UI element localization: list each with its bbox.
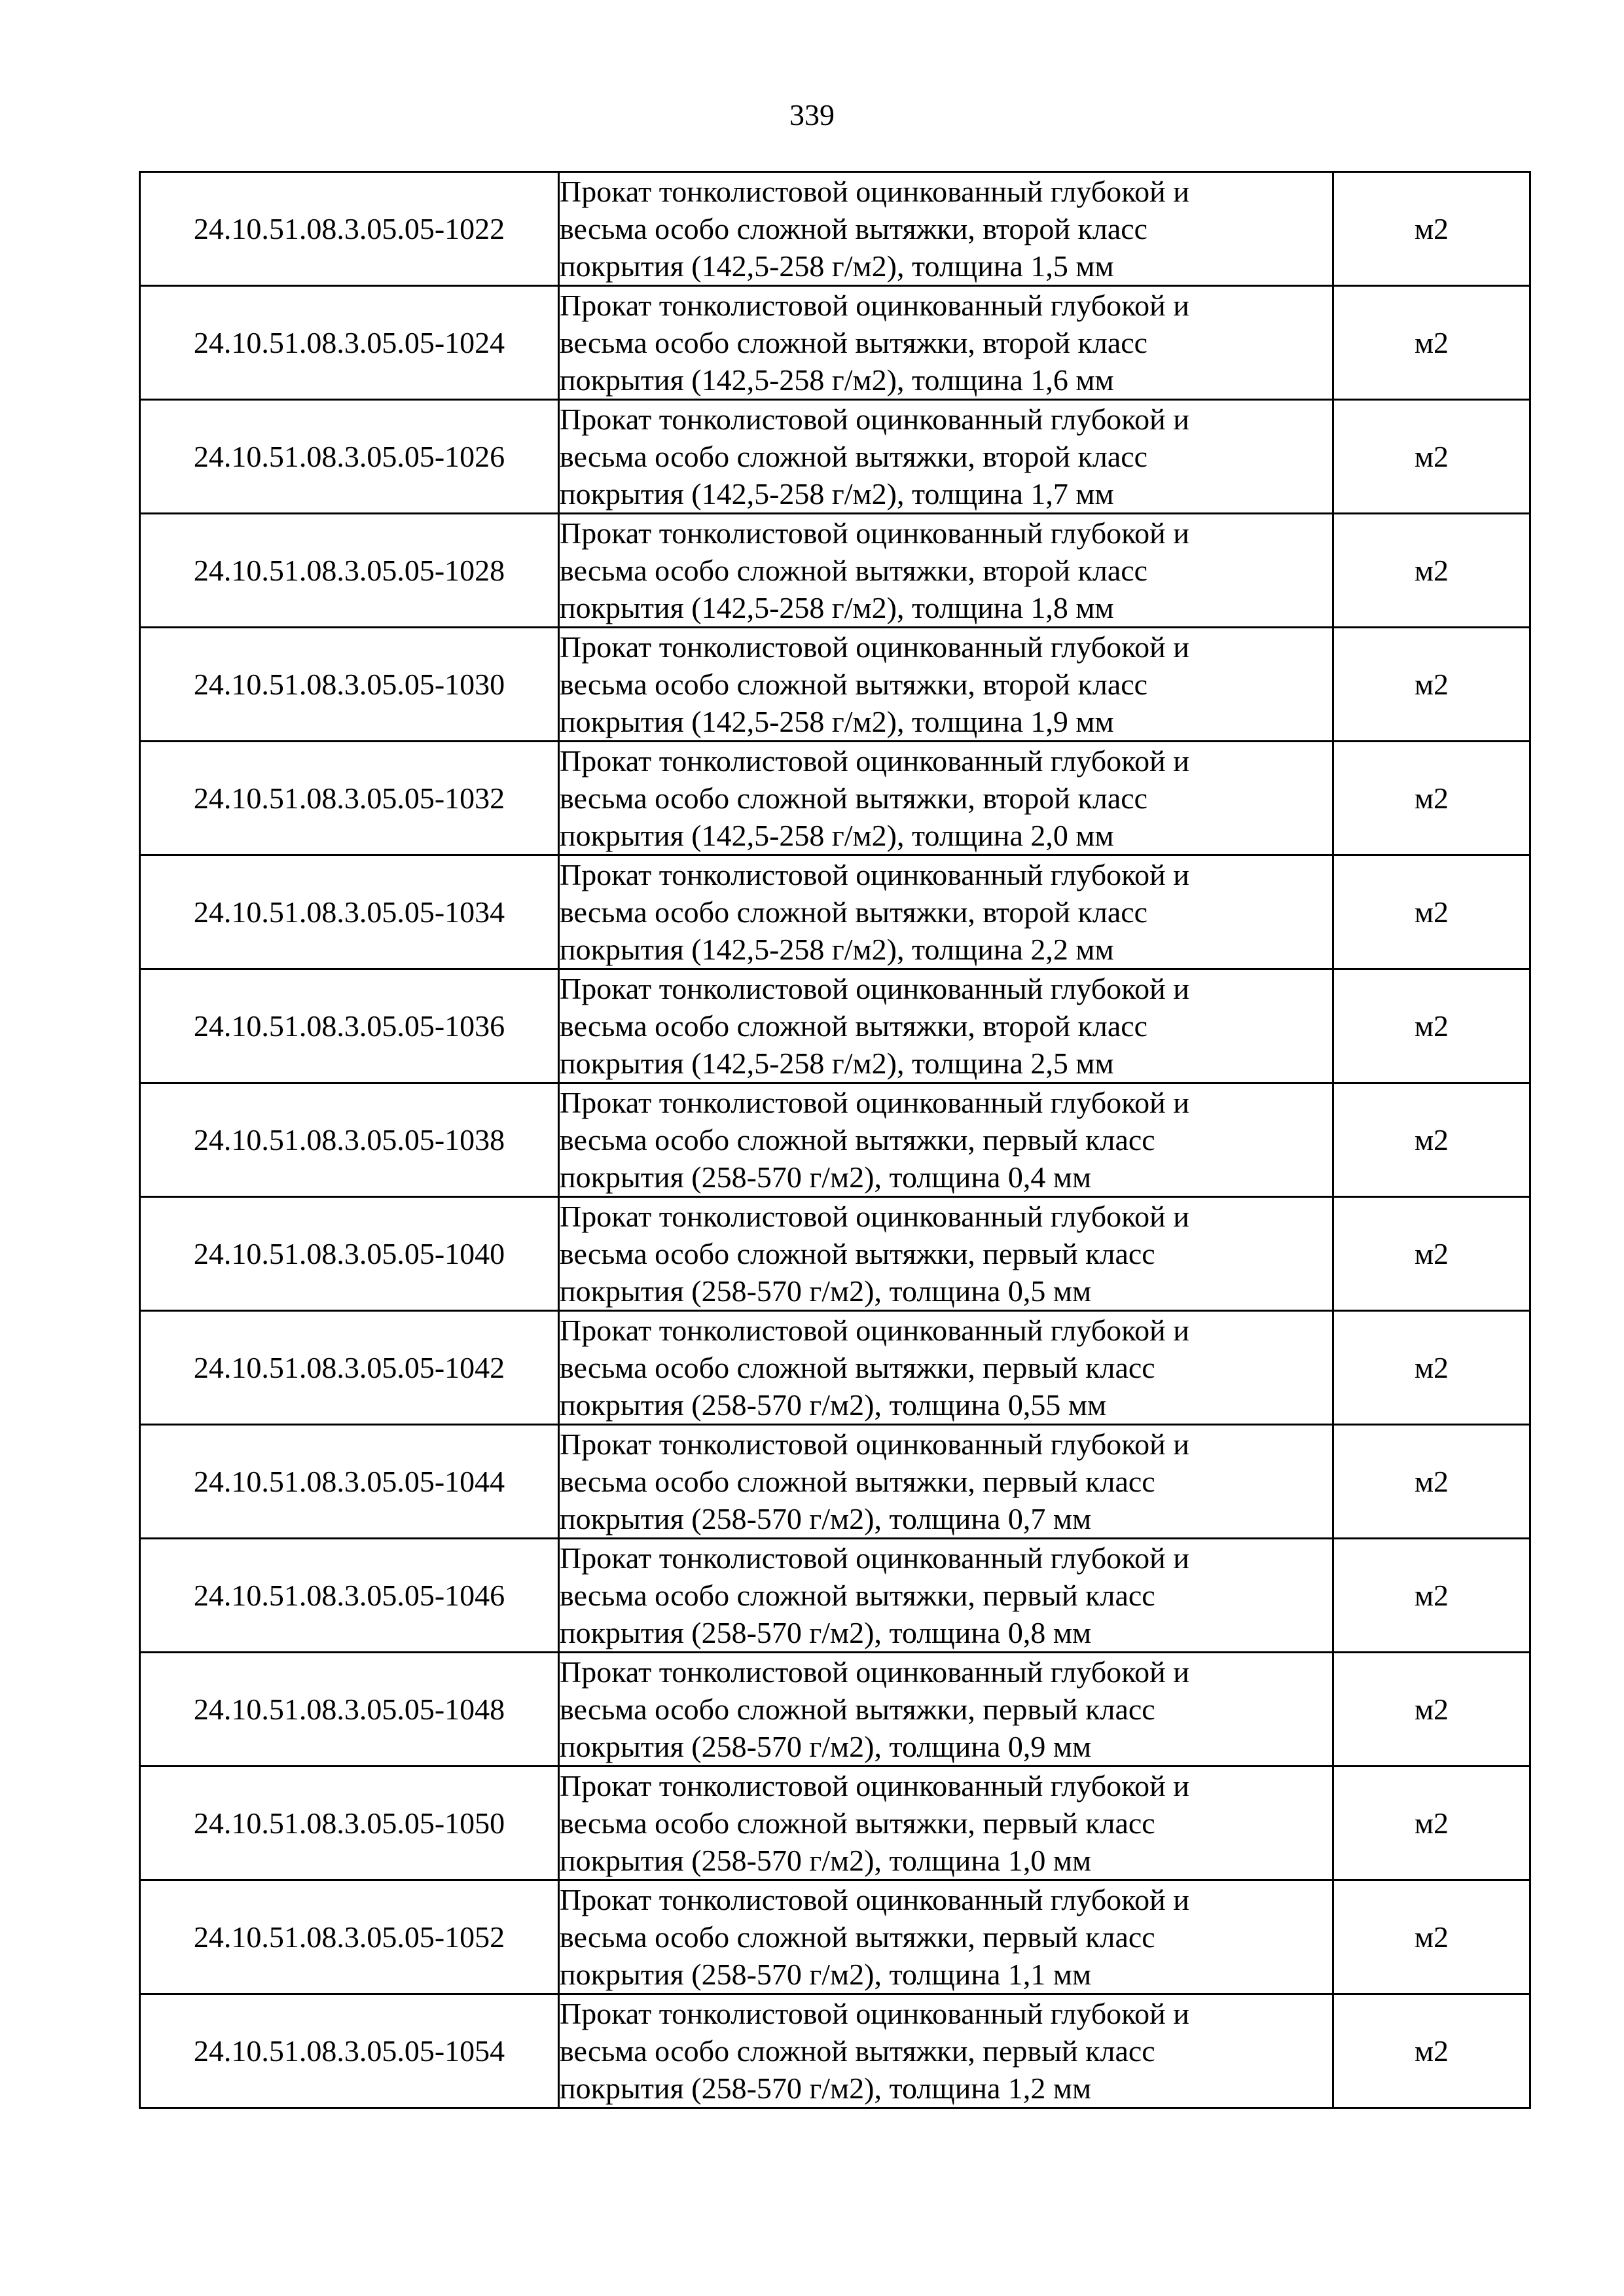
description-line: покрытия (258-570 г/м2), толщина 1,1 мм [560,1958,1092,1991]
description-line: покрытия (258-570 г/м2), толщина 0,8 мм [560,1616,1092,1649]
table-row [140,1425,1530,1539]
unit-of-measure: м2 [1333,1311,1530,1425]
description-line: покрытия (142,5-258 г/м2), толщина 2,0 мм [560,819,1114,852]
description-line: весьма особо сложной вытяжки, второй класс [560,1009,1148,1043]
materials-table-body [140,172,1530,2108]
description-line: Прокат тонколистовой оцинкованный глубокой и [560,516,1189,550]
material-code: 24.10.51.08.3.05.05-1054 [140,1994,559,2108]
description-line: Прокат тонколистовой оцинкованный глубокой и [560,1655,1189,1689]
description-line: Прокат тонколистовой оцинкованный глубокой и [560,1200,1189,1233]
unit-of-measure: м2 [1333,1083,1530,1197]
description-line: весьма особо сложной вытяжки, первый класс [560,1465,1155,1498]
description-line: Прокат тонколистовой оцинкованный глубокой и [560,1086,1189,1119]
unit-of-measure: м2 [1333,628,1530,742]
description-line: Прокат тонколистовой оцинкованный глубокой и [560,972,1189,1005]
description-line: Прокат тонколистовой оцинкованный глубокой и [560,1314,1189,1347]
description-line: Прокат тонколистовой оцинкованный глубокой и [560,289,1189,322]
material-description [559,1767,1333,1880]
table-row [140,172,1530,286]
table-row [140,1994,1530,2108]
description-line: покрытия (142,5-258 г/м2), толщина 1,5 мм [560,249,1114,283]
description-line: весьма особо сложной вытяжки, первый класс [560,1237,1155,1270]
description-line: Прокат тонколистовой оцинкованный глубокой и [560,858,1189,891]
material-code: 24.10.51.08.3.05.05-1032 [140,742,559,855]
description-line: весьма особо сложной вытяжки, первый класс [560,1351,1155,1384]
material-description [559,1994,1333,2108]
description-line: весьма особо сложной вытяжки, второй класс [560,440,1148,473]
description-line: Прокат тонколистовой оцинкованный глубокой и [560,1883,1189,1916]
description-line: покрытия (258-570 г/м2), толщина 0,7 мм [560,1502,1092,1535]
page-number: 339 [789,98,835,132]
unit-of-measure: м2 [1333,1653,1530,1767]
material-code: 24.10.51.08.3.05.05-1040 [140,1197,559,1311]
material-description [559,1311,1333,1425]
description-line: весьма особо сложной вытяжки, первый класс [560,1920,1155,1954]
material-description [559,1539,1333,1653]
material-code: 24.10.51.08.3.05.05-1050 [140,1767,559,1880]
material-code: 24.10.51.08.3.05.05-1036 [140,969,559,1083]
material-description [559,1425,1333,1539]
material-code: 24.10.51.08.3.05.05-1024 [140,286,559,400]
material-code: 24.10.51.08.3.05.05-1046 [140,1539,559,1653]
unit-of-measure: м2 [1333,514,1530,628]
description-line: покрытия (258-570 г/м2), толщина 0,9 мм [560,1730,1092,1763]
material-code: 24.10.51.08.3.05.05-1034 [140,855,559,969]
description-line: покрытия (258-570 г/м2), толщина 1,0 мм [560,1844,1092,1877]
material-description [559,514,1333,628]
unit-of-measure: м2 [1333,1767,1530,1880]
description-line: весьма особо сложной вытяжки, первый класс [560,1693,1155,1726]
material-code: 24.10.51.08.3.05.05-1038 [140,1083,559,1197]
material-description [559,1653,1333,1767]
table-row [140,969,1530,1083]
description-line: покрытия (142,5-258 г/м2), толщина 2,5 мм [560,1047,1114,1080]
material-code: 24.10.51.08.3.05.05-1052 [140,1880,559,1994]
unit-of-measure: м2 [1333,742,1530,855]
description-line: Прокат тонколистовой оцинкованный глубокой и [560,1997,1189,2030]
table-row [140,1311,1530,1425]
table-row [140,1197,1530,1311]
material-code: 24.10.51.08.3.05.05-1048 [140,1653,559,1767]
unit-of-measure: м2 [1333,172,1530,286]
description-line: покрытия (142,5-258 г/м2), толщина 1,8 мм [560,591,1114,624]
table-row [140,855,1530,969]
description-line: Прокат тонколистовой оцинкованный глубокой и [560,630,1189,664]
unit-of-measure: м2 [1333,1425,1530,1539]
table-row [140,1767,1530,1880]
description-line: Прокат тонколистовой оцинкованный глубокой и [560,175,1189,208]
materials-table [139,171,1531,2109]
material-description [559,400,1333,514]
unit-of-measure: м2 [1333,855,1530,969]
material-description [559,1197,1333,1311]
description-line: покрытия (258-570 г/м2), толщина 0,5 мм [560,1274,1092,1308]
unit-of-measure: м2 [1333,400,1530,514]
description-line: Прокат тонколистовой оцинкованный глубокой и [560,1427,1189,1461]
description-line: покрытия (258-570 г/м2), толщина 0,4 мм [560,1160,1092,1194]
description-line: Прокат тонколистовой оцинкованный глубокой и [560,1541,1189,1575]
material-description [559,172,1333,286]
table-row [140,1653,1530,1767]
material-code: 24.10.51.08.3.05.05-1028 [140,514,559,628]
unit-of-measure: м2 [1333,1994,1530,2108]
description-line: Прокат тонколистовой оцинкованный глубокой и [560,744,1189,778]
description-line: весьма особо сложной вытяжки, второй класс [560,781,1148,815]
description-line: весьма особо сложной вытяжки, первый класс [560,1123,1155,1157]
material-description [559,628,1333,742]
table-row [140,400,1530,514]
description-line: покрытия (142,5-258 г/м2), толщина 1,9 мм [560,705,1114,738]
table-row [140,514,1530,628]
table-row [140,286,1530,400]
material-description [559,1083,1333,1197]
material-code: 24.10.51.08.3.05.05-1022 [140,172,559,286]
description-line: Прокат тонколистовой оцинкованный глубокой и [560,403,1189,436]
material-description [559,286,1333,400]
table-row [140,742,1530,855]
description-line: весьма особо сложной вытяжки, первый класс [560,1806,1155,1840]
description-line: весьма особо сложной вытяжки, второй класс [560,895,1148,929]
description-line: покрытия (142,5-258 г/м2), толщина 1,7 мм [560,477,1114,511]
unit-of-measure: м2 [1333,969,1530,1083]
description-line: покрытия (142,5-258 г/м2), толщина 1,6 мм [560,363,1114,397]
description-line: весьма особо сложной вытяжки, второй класс [560,668,1148,701]
material-description [559,969,1333,1083]
description-line: Прокат тонколистовой оцинкованный глубокой и [560,1769,1189,1803]
material-description [559,1880,1333,1994]
description-line: весьма особо сложной вытяжки, первый класс [560,2034,1155,2068]
material-code: 24.10.51.08.3.05.05-1026 [140,400,559,514]
description-line: весьма особо сложной вытяжки, второй класс [560,554,1148,587]
table-row [140,628,1530,742]
table-row [140,1083,1530,1197]
unit-of-measure: м2 [1333,1197,1530,1311]
unit-of-measure: м2 [1333,1539,1530,1653]
description-line: покрытия (258-570 г/м2), толщина 1,2 мм [560,2072,1092,2105]
description-line: покрытия (258-570 г/м2), толщина 0,55 мм [560,1388,1107,1422]
table-row [140,1539,1530,1653]
material-code: 24.10.51.08.3.05.05-1044 [140,1425,559,1539]
unit-of-measure: м2 [1333,1880,1530,1994]
material-code: 24.10.51.08.3.05.05-1042 [140,1311,559,1425]
material-code: 24.10.51.08.3.05.05-1030 [140,628,559,742]
description-line: весьма особо сложной вытяжки, второй класс [560,326,1148,359]
table-row [140,1880,1530,1994]
description-line: весьма особо сложной вытяжки, второй класс [560,212,1148,245]
unit-of-measure: м2 [1333,286,1530,400]
description-line: покрытия (142,5-258 г/м2), толщина 2,2 мм [560,933,1114,966]
material-description [559,742,1333,855]
description-line: весьма особо сложной вытяжки, первый класс [560,1579,1155,1612]
material-description [559,855,1333,969]
